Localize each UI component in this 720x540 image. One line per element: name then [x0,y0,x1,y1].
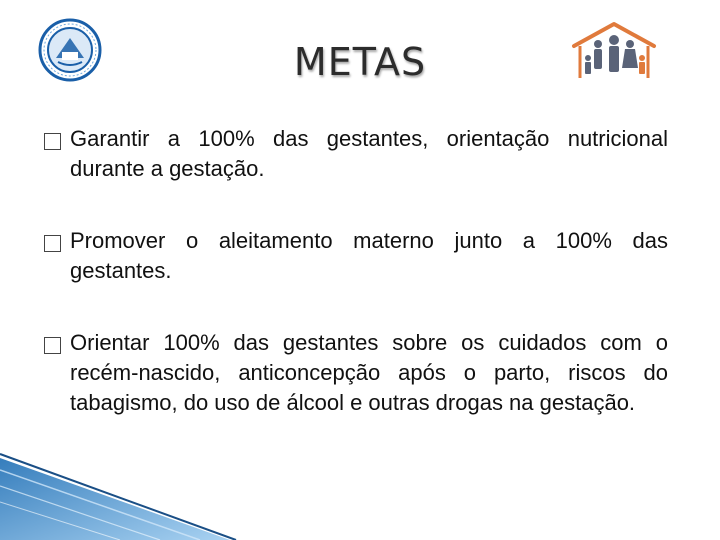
corner-decoration [0,440,240,540]
list-item [44,226,668,286]
checkbox-bullet-icon [44,235,61,252]
list-item [44,328,668,418]
bullet-text: Garantir a 100% das gestantes, orientação nutricional durante a gestação. [70,126,668,181]
bullet-text: Orientar 100% das gestantes sobre os cuidados com o recém-nascido, anticoncepção após o parto, riscos do tabagismo, do uso de álcool e outras drogas na gestação. [70,330,668,415]
blue-corner-wave-icon [0,440,240,540]
page-title: METAS [293,40,427,84]
bullet-text: Promover o aleitamento materno junto a 100% das gestantes. [70,228,668,283]
list-item [44,124,668,184]
checkbox-bullet-icon [44,133,61,150]
checkbox-bullet-icon [44,337,61,354]
bullet-list [44,124,668,418]
